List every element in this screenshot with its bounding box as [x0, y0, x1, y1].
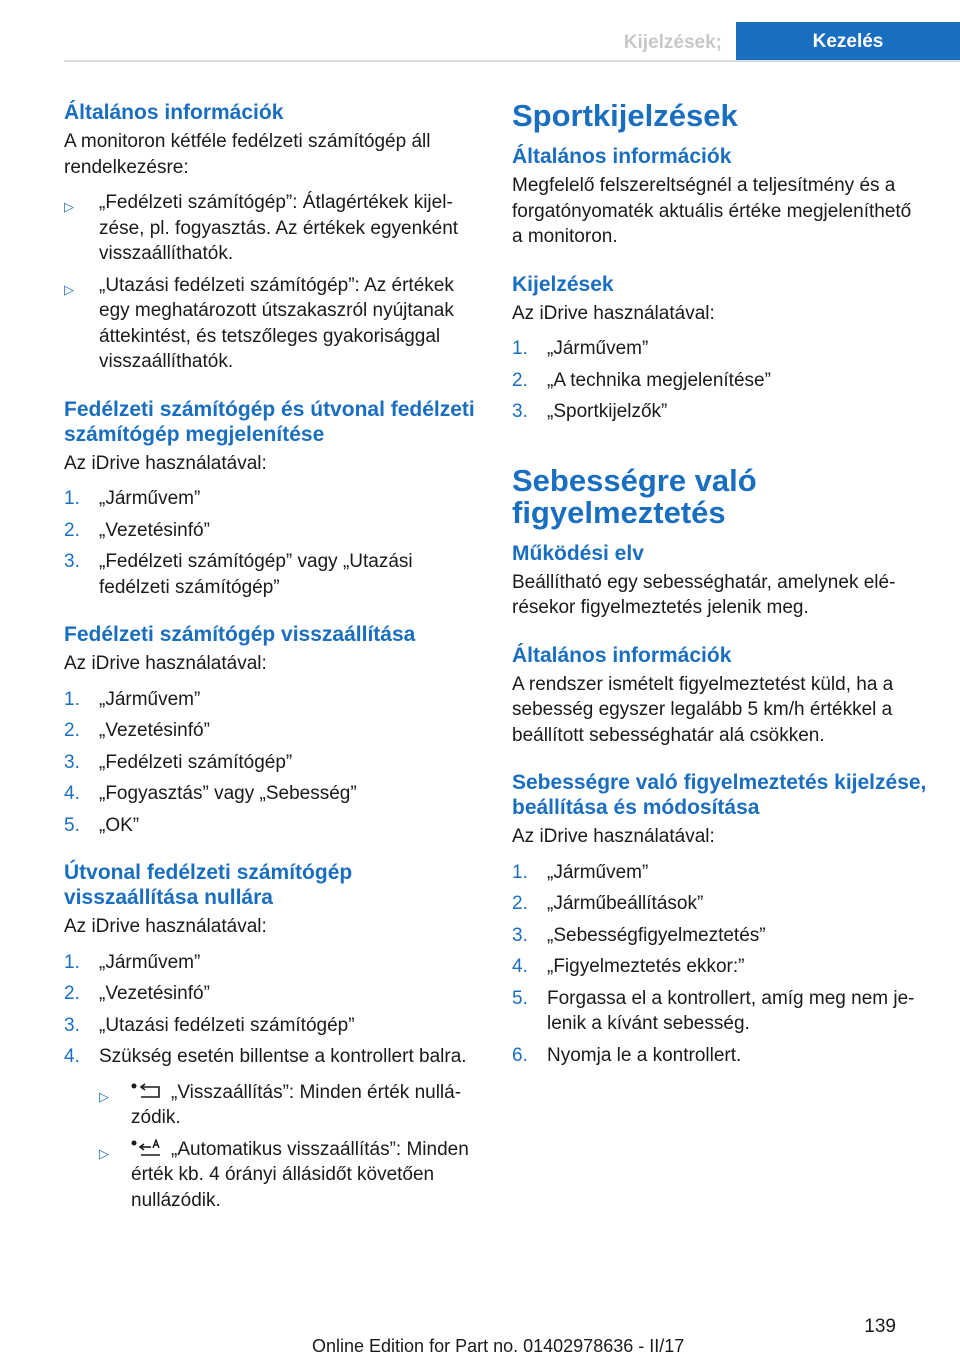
list-item: ▷ „Automatikus visszaállítás”: Minden érték kb. 4 órányi állásidőt követően nullázódik.	[99, 1138, 469, 1211]
list-item: 1. „Járművem”	[64, 488, 201, 509]
list-item: 2. „Vezetésinfó”	[64, 983, 210, 1004]
step-list	[64, 687, 479, 839]
paragraph: Az iDrive használatával:	[64, 452, 267, 474]
list-item: 1. „Járművem”	[64, 951, 201, 973]
triangle-bullet-icon: ▷	[99, 1088, 109, 1104]
list-item: 4. Szükség esetén billentse a kontrollert balra. ▷ „Visszaállítás”: Minden érték nullázódik. ▷ „Automatikus visszaállítás”: Minden érték kb. 4 órányi állásidőt követően nullázódik.	[64, 1044, 479, 1213]
list-item: 2. „Vezetésinfó”	[64, 720, 210, 741]
right-column	[512, 100, 927, 1076]
section-heading: Általános információk	[512, 145, 732, 168]
step-list	[512, 860, 927, 1069]
list-item: 3. „Sebességfigyelmeztetés”	[512, 924, 766, 946]
sub-bullet-list	[99, 1080, 479, 1214]
page-number: 139	[864, 1316, 896, 1337]
list-item: 3. „Sportkijelzők”	[512, 401, 668, 422]
triangle-bullet-icon: ▷	[64, 199, 74, 214]
section-heading: Általános információk	[512, 643, 732, 667]
list-item: 2. „Járműbeállítások”	[512, 893, 704, 914]
left-column	[64, 100, 479, 1221]
running-header	[64, 22, 960, 62]
list-item: 5. „OK”	[64, 814, 140, 836]
reset-symbol-icon	[131, 1082, 163, 1100]
auto-reset-symbol-icon	[131, 1139, 163, 1157]
section-tab: Kijelzések;	[623, 32, 722, 53]
edition-note: Online Edition for Part no. 01402978636 - II/17	[312, 1336, 685, 1356]
section-heading: Fedélzeti számítógép visszaállítása	[64, 623, 416, 646]
list-item: 6. Nyomja le a kontrollert.	[512, 1044, 742, 1066]
page-footer	[0, 1316, 960, 1362]
list-item: 1. „Járművem”	[512, 338, 649, 359]
section-heading: Útvonal fedélzeti számítógép visszaállítása nullára	[64, 861, 353, 909]
list-item: 1. „Járművem”	[512, 861, 649, 883]
paragraph: Az iDrive használatával:	[64, 916, 267, 937]
list-item: 3. „Fedélzeti számítógép” vagy „Utazási fedélzeti számítógép”	[64, 551, 413, 598]
paragraph: Az iDrive használatával:	[512, 302, 715, 324]
paragraph: Megfelelő felszereltségnél a teljesítmény és a forgatónyomaték aktuális értéke megjeleníthető a monitoron.	[512, 175, 912, 247]
list-item: ▷ „Visszaállítás”: Minden érték nullázódik.	[99, 1081, 462, 1128]
triangle-bullet-icon: ▷	[64, 281, 74, 297]
triangle-bullet-icon: ▷	[99, 1145, 109, 1161]
section-heading: Sebességre való figyelmeztetés kijelzése, beállítása és módosítása	[512, 771, 927, 819]
section-heading: Általános információk	[64, 101, 284, 124]
section-heading: Kijelzések	[512, 272, 614, 296]
list-item: 4. „Fogyasztás” vagy „Sebesség”	[64, 783, 357, 804]
paragraph: Az iDrive használatával:	[512, 826, 715, 847]
bullet-list	[64, 190, 479, 375]
section-heading: Működési elv	[512, 541, 644, 565]
paragraph: Beállítható egy sebességhatár, amelynek elérésekor figyelmeztetés jelenik meg.	[512, 571, 896, 618]
list-item: 4. „Figyelmeztetés ekkor:”	[512, 956, 745, 977]
step-list	[512, 336, 927, 425]
list-item: ▷ „Fedélzeti számítógép”: Átlagértékek kijelzése, pl. fogyasztás. Az értékek egyenként visszaállíthatók.	[64, 192, 459, 264]
list-item: 1. „Járművem”	[64, 688, 201, 710]
paragraph: Az iDrive használatával:	[64, 653, 267, 674]
list-item: 2. „Vezetésinfó”	[64, 519, 210, 541]
list-item: 3. „Fedélzeti számítógép”	[64, 751, 293, 773]
list-item: 3. „Utazási fedélzeti számítógép”	[64, 1014, 355, 1036]
chapter-tab: Kezelés	[736, 22, 960, 62]
paragraph: A rendszer ismételt figyelmeztetést küld, ha a sebesség egyszer legalább 5 km/h értékkel a beállított sebességhatár alá csökken.	[512, 673, 894, 746]
step-list	[64, 950, 479, 1214]
chapter-title: Sportkijelzések	[512, 98, 738, 133]
list-item: 2. „A technika megjelenítése”	[512, 369, 771, 391]
header-rule	[64, 60, 960, 62]
step-list	[64, 486, 479, 600]
section-heading: Fedélzeti számítógép és útvonal fedélzeti számítógép megjelenítése	[64, 397, 475, 446]
chapter-title: Sebességre való figyelmeztetés	[512, 462, 757, 530]
list-item: ▷ „Utazási fedélzeti számítógép”: Az értékek egy meghatározott útszakaszról nyújtanak áttekintést, és tetszőleges gyakorisággal visszaállíthatók.	[64, 274, 454, 372]
list-item: 5. Forgassa el a kontrollert, amíg meg nem jelenik a kívánt sebesség.	[512, 987, 915, 1034]
paragraph: A monitoron kétféle fedélzeti számítógép áll rendelkezésre:	[64, 131, 431, 178]
